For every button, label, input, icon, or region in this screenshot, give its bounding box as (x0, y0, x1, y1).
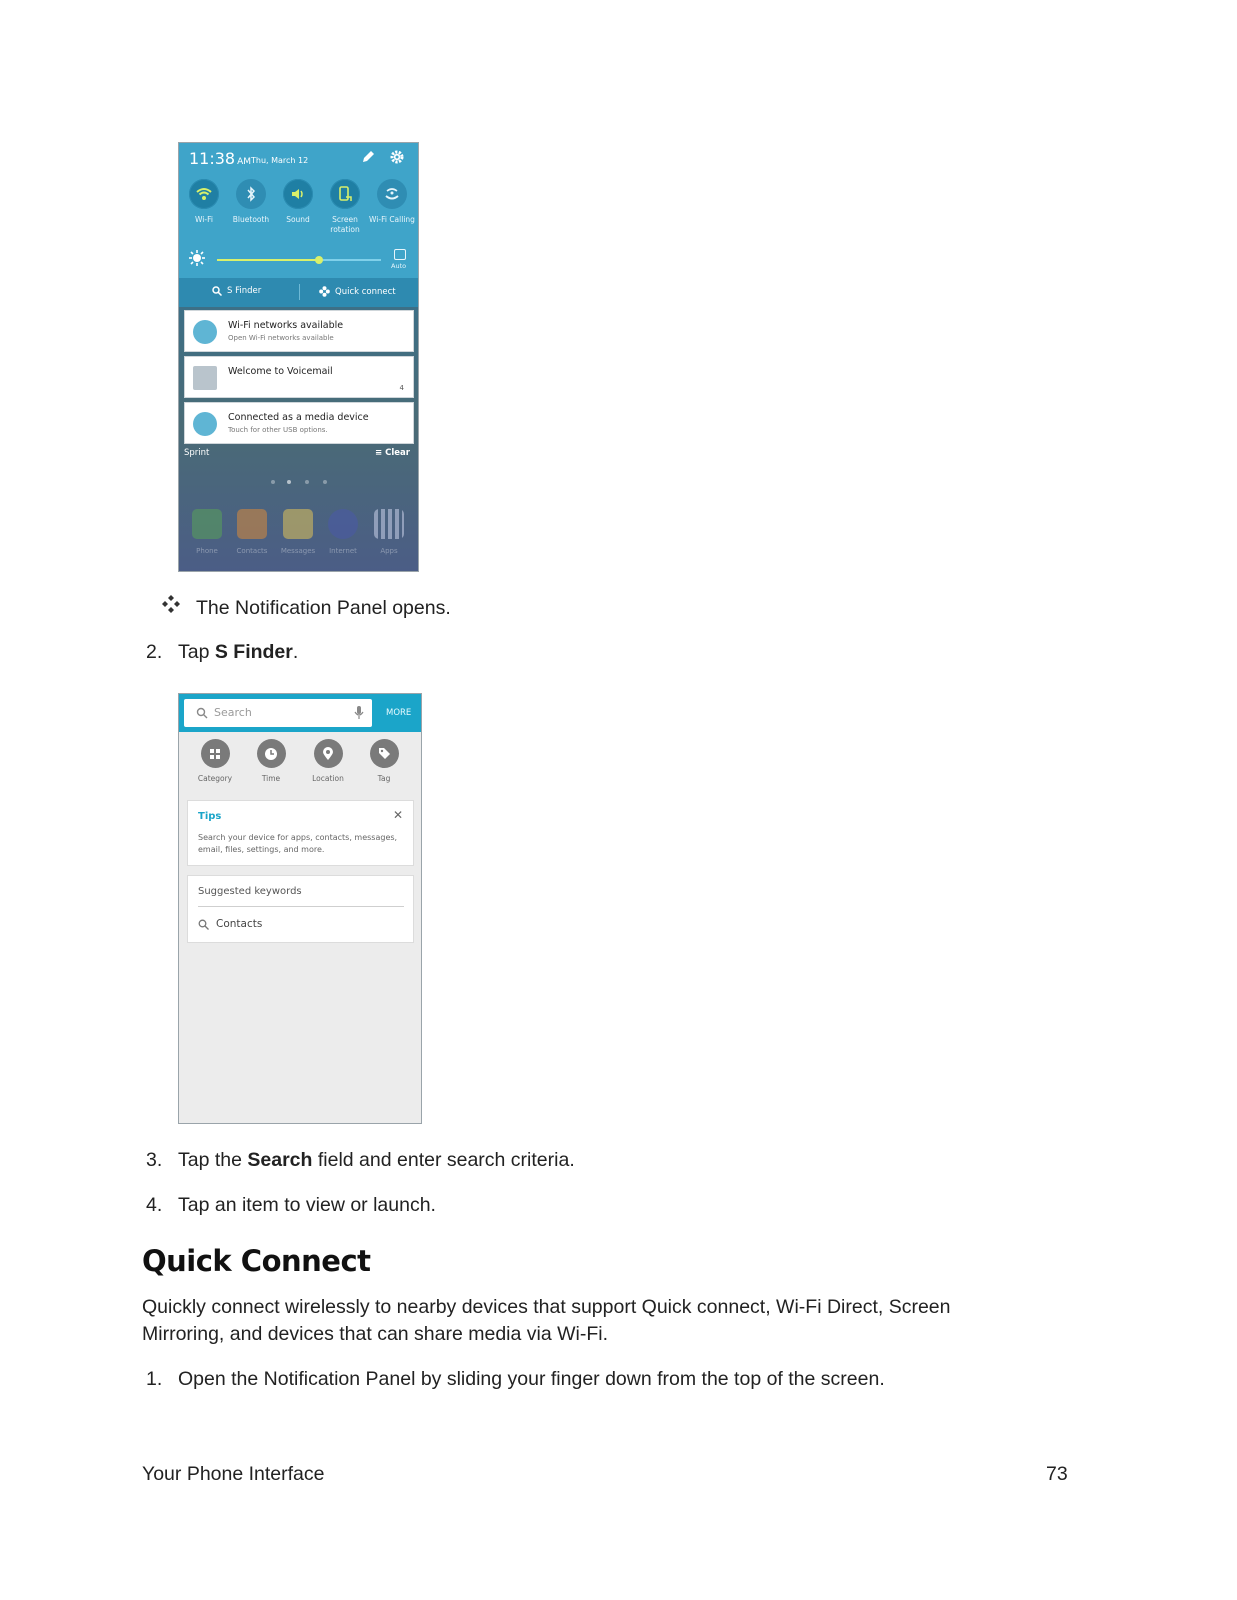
tips-body: Search your device for apps, contacts, messages, email, files, settings, and more. (198, 833, 398, 854)
step-3-text: Tap the Search field and enter search criteria. (178, 1149, 575, 1171)
filter-category[interactable]: Category (190, 739, 240, 783)
location-pin-icon (322, 747, 334, 761)
step-2-number: 2. (146, 641, 163, 663)
quick-connect-button[interactable]: Quick connect (319, 286, 396, 297)
tips-title: Tips (198, 811, 222, 822)
step-4-number: 4. (146, 1194, 163, 1216)
brightness-icon (189, 250, 205, 266)
search-icon (196, 707, 208, 719)
quick-settings-area (179, 143, 418, 307)
panel-shortcut-bar (179, 278, 418, 307)
tag-icon (378, 747, 391, 760)
edit-icon[interactable] (360, 149, 376, 165)
search-input[interactable]: Search (184, 699, 372, 727)
phone-icon[interactable] (192, 509, 222, 539)
more-button[interactable]: MORE (386, 708, 412, 718)
filter-tag[interactable]: Tag (359, 739, 409, 783)
clear-button[interactable]: ≡ Clear (375, 448, 410, 458)
page-number: 73 (1046, 1463, 1068, 1485)
step-1-text: Open the Notification Panel by sliding your finger down from the top of the screen. (178, 1368, 885, 1390)
notification-panel-screenshot: 11:38 AM Thu, March 12 Wi-Fi Bluetooth Sound Screen rotation Wi-Fi Calling Auto S Finder Quick connect Wi-Fi networks available Open Wi-Fi networks available Welcome to Voicemail 4 Connected as a media device Touch for other USB options. Sprint ≡ Clear Phone Contacts Messages Internet Apps (178, 142, 419, 572)
usb-icon (193, 412, 217, 436)
toggle-wifi-calling[interactable]: Wi-Fi Calling (369, 179, 415, 225)
diamond-bullet-icon (160, 594, 182, 614)
quick-connect-icon (319, 286, 330, 297)
close-icon[interactable]: ✕ (393, 808, 404, 822)
screen-rotation-icon (338, 186, 352, 202)
apps-icon[interactable] (374, 509, 404, 539)
suggested-keywords-title: Suggested keywords (198, 886, 302, 897)
page-indicator (305, 480, 309, 484)
bullet-text: The Notification Panel opens. (196, 597, 451, 619)
voicemail-avatar-icon (193, 366, 217, 390)
wifi-calling-icon (384, 187, 400, 201)
status-time: 11:38 AM (189, 149, 252, 168)
brightness-row (179, 243, 418, 275)
toggle-screen-rotation[interactable]: Screen rotation (322, 179, 368, 235)
auto-brightness-label: Auto (391, 262, 407, 270)
page-indicator (323, 480, 327, 484)
gear-icon[interactable] (389, 149, 405, 165)
divider (198, 906, 404, 907)
category-icon (209, 748, 221, 760)
wifi-notification-icon (193, 320, 217, 344)
section-paragraph-line-1: Quickly connect wirelessly to nearby devices that support Quick connect, Wi-Fi Direct, Screen (142, 1296, 951, 1318)
filter-location[interactable]: Location (303, 739, 353, 783)
status-date: Thu, March 12 (251, 156, 309, 165)
toggle-sound[interactable]: Sound (275, 179, 321, 225)
toggle-bluetooth[interactable]: Bluetooth (228, 179, 274, 225)
footer-section-title: Your Phone Interface (142, 1463, 325, 1485)
s-finder-button[interactable]: S Finder (212, 286, 261, 296)
brightness-knob[interactable] (315, 256, 323, 264)
step-4-text: Tap an item to view or launch. (178, 1194, 436, 1216)
section-heading: Quick Connect (142, 1244, 371, 1278)
toggle-wifi[interactable]: Wi-Fi (181, 179, 227, 225)
suggested-keywords-card (187, 875, 414, 943)
clock-icon (264, 747, 278, 761)
divider (299, 284, 300, 300)
internet-icon[interactable] (328, 509, 358, 539)
wifi-icon (196, 187, 212, 201)
brightness-slider[interactable] (217, 259, 381, 261)
tips-card (187, 800, 414, 866)
microphone-icon[interactable] (354, 706, 364, 720)
carrier-label: Sprint (184, 448, 210, 458)
search-icon (198, 919, 209, 930)
page-indicator (271, 480, 275, 484)
notification-wifi[interactable]: Wi-Fi networks available Open Wi-Fi networks available (184, 310, 414, 352)
step-1-number: 1. (146, 1368, 163, 1390)
contacts-icon[interactable] (237, 509, 267, 539)
bluetooth-icon (246, 186, 256, 202)
auto-brightness-checkbox[interactable] (394, 249, 406, 260)
s-finder-screenshot (178, 693, 422, 1124)
step-3-number: 3. (146, 1149, 163, 1171)
s-finder-header (179, 694, 421, 732)
messages-icon[interactable] (283, 509, 313, 539)
search-icon (212, 286, 222, 296)
filter-time[interactable]: Time (246, 739, 296, 783)
notification-usb[interactable]: Connected as a media device Touch for other USB options. (184, 402, 414, 444)
notification-voicemail[interactable]: Welcome to Voicemail 4 (184, 356, 414, 398)
section-paragraph-line-2: Mirroring, and devices that can share media via Wi-Fi. (142, 1323, 609, 1345)
keyword-item-contacts[interactable]: Contacts (198, 918, 262, 930)
step-2-text: Tap S Finder. (178, 641, 299, 663)
page-indicator (287, 480, 291, 484)
sound-icon (290, 187, 306, 201)
